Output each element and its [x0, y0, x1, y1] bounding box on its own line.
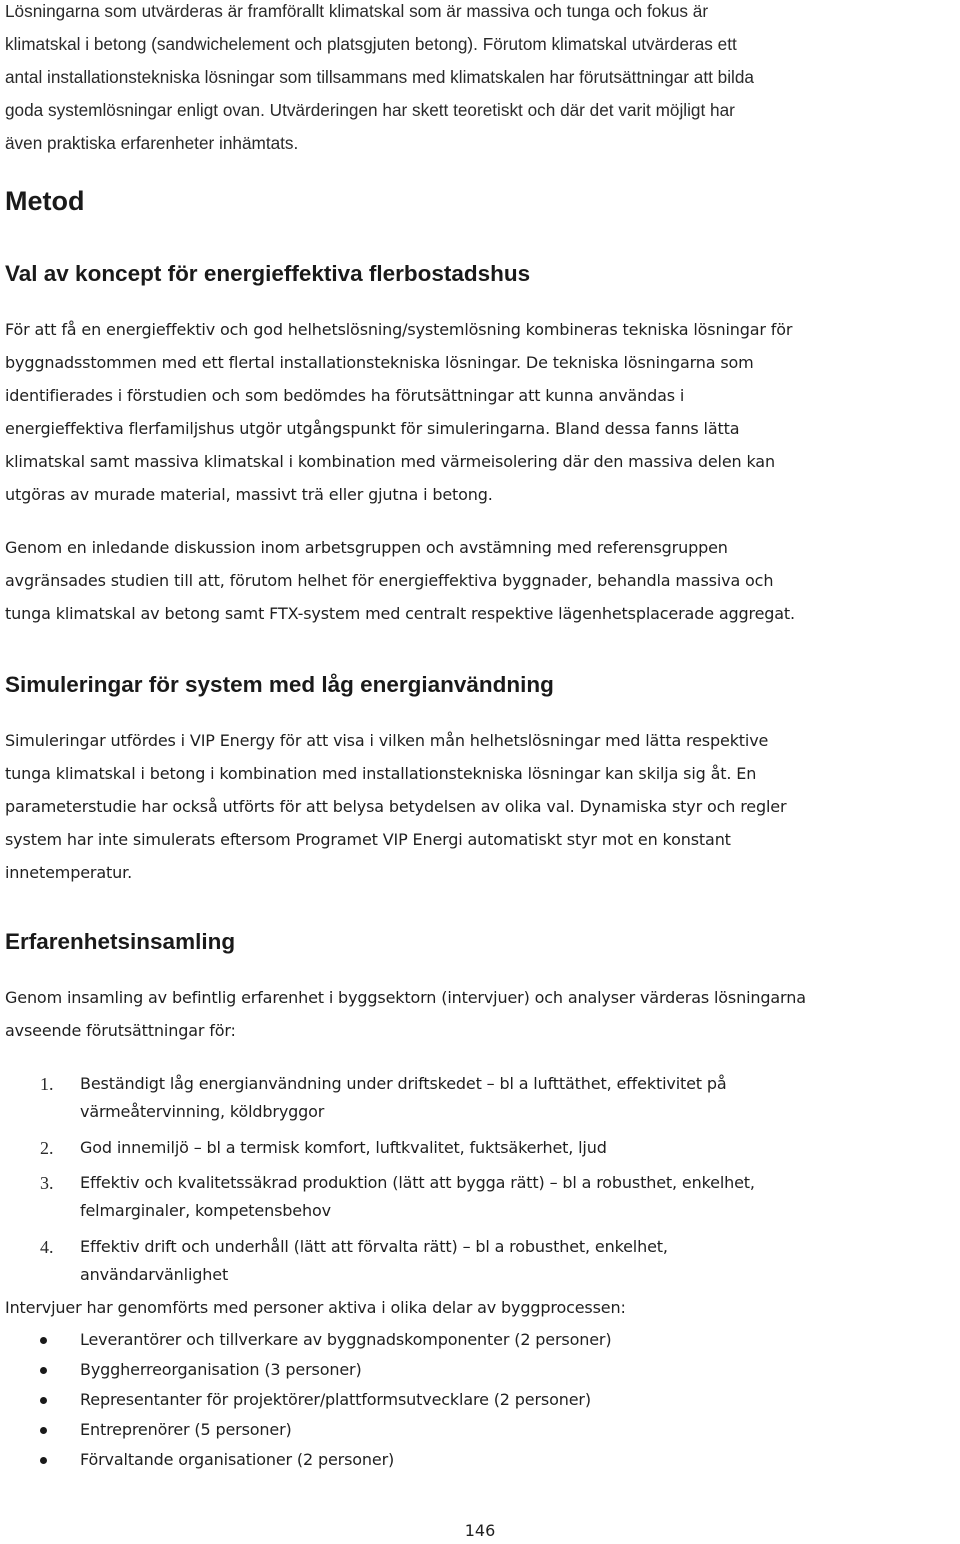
paragraph-line: Genom en inledande diskussion inom arbetsgruppen och avstämning med referensgruppen [5, 538, 728, 557]
intro-paragraph [5, 0, 754, 160]
list-item-number: 1. [40, 1074, 54, 1094]
bullet-item [0, 1415, 960, 1445]
bullet-text: Leverantörer och tillverkare av byggnadskomponenter (2 personer) [80, 1330, 612, 1349]
heading-simuleringar: Simuleringar för system med låg energianvändning [5, 672, 554, 697]
paragraph-line: avgränsades studien till att, förutom helhet för energieffektiva byggnader, behandla massiva och [5, 571, 774, 590]
list-item-line: God innemiljö – bl a termisk komfort, luftkvalitet, fuktsäkerhet, ljud [80, 1138, 607, 1157]
bullet-icon [40, 1397, 47, 1404]
page-number: 146 [464, 1521, 496, 1540]
list-item-line: Effektiv drift och underhåll (lätt att förvalta rätt) – bl a robusthet, enkelhet, [80, 1237, 668, 1256]
paragraph-line: tunga klimatskal av betong samt FTX-system med centralt respektive lägenhetsplacerade aggregat. [5, 604, 795, 623]
paragraph-line: tunga klimatskal i betong i kombination med installationstekniska lösningar kan skilja sig åt. En [5, 764, 757, 783]
list-item-text [80, 1134, 607, 1162]
intro-line: även praktiska erfarenheter inhämtats. [5, 133, 299, 153]
bullet-text: Representanter för projektörer/plattformsutvecklare (2 personer) [80, 1390, 591, 1409]
paragraph-line: utgöras av murade material, massivt trä eller gjutna i betong. [5, 485, 493, 504]
paragraph-line: byggnadsstommen med ett flertal installationstekniska lösningar. De tekniska lösningarna som [5, 353, 754, 372]
intro-line: Lösningarna som utvärderas är framförallt klimatskal som är massiva och tunga och fokus är [5, 1, 709, 21]
bullet-item [0, 1355, 960, 1385]
bullet-icon [40, 1427, 47, 1434]
list-item-text [80, 1070, 727, 1126]
interviews-intro: Intervjuer har genomförts med personer aktiva i olika delar av byggprocessen: [5, 1298, 626, 1317]
paragraph-line: energieffektiva flerfamiljshus utgör utgångspunkt för simuleringarna. Bland dessa fanns lätta [5, 419, 740, 438]
list-item-line: värmeåtervinning, köldbryggor [80, 1102, 325, 1121]
list-item-line: felmarginaler, kompetensbehov [80, 1201, 331, 1220]
bullet-text: Entreprenörer (5 personer) [80, 1420, 292, 1439]
list-item-line: Effektiv och kvalitetssäkrad produktion (lätt att bygga rätt) – bl a robusthet, enkelhet, [80, 1173, 755, 1192]
list-item-text [80, 1169, 755, 1225]
heading-metod: Metod [5, 186, 85, 216]
bullet-text: Byggherreorganisation (3 personer) [80, 1360, 362, 1379]
bullet-icon [40, 1367, 47, 1374]
heading-val-av-koncept: Val av koncept för energieffektiva flerbostadshus [5, 261, 531, 286]
paragraph-line: klimatskal samt massiva klimatskal i kombination med värmeisolering där den massiva delen kan [5, 452, 775, 471]
bullet-item [0, 1445, 960, 1475]
paragraph-erfarenhet-intro [5, 981, 806, 1047]
list-item-line: Beständigt låg energianvändning under driftskedet – bl a lufttäthet, effektivitet på [80, 1074, 727, 1093]
bullet-icon [40, 1337, 47, 1344]
paragraph-line: innetemperatur. [5, 863, 133, 882]
list-item-line: användarvänlighet [80, 1265, 229, 1284]
paragraph-line: identifierades i förstudien och som bedömdes ha förutsättningar att kunna användas i [5, 386, 685, 405]
paragraph-line: parameterstudie har också utförts för att belysa betydelsen av olika val. Dynamiska styr och regler [5, 797, 787, 816]
paragraph-line: avseende förutsättningar för: [5, 1021, 236, 1040]
bullet-text: Förvaltande organisationer (2 personer) [80, 1450, 395, 1469]
paragraph-val-av-koncept-1 [5, 313, 792, 511]
bullet-item [0, 1385, 960, 1415]
list-item-number: 4. [40, 1237, 54, 1257]
paragraph-val-av-koncept-2 [5, 531, 795, 630]
bullet-icon [40, 1457, 47, 1464]
paragraph-line: För att få en energieffektiv och god helhetslösning/systemlösning kombineras tekniska lösningar för [5, 320, 793, 339]
bullet-item [0, 1325, 960, 1355]
intro-line: goda systemlösningar enligt ovan. Utvärderingen har skett teoretiskt och där det varit möjligt har [5, 100, 735, 120]
heading-erfarenhetsinsamling: Erfarenhetsinsamling [5, 929, 236, 954]
paragraph-line: Simuleringar utfördes i VIP Energy för att visa i vilken mån helhetslösningar med lätta respektive [5, 731, 769, 750]
paragraph-simuleringar [5, 724, 786, 889]
intro-line: klimatskal i betong (sandwichelement och platsgjuten betong). Förutom klimatskal utvärderas ett [5, 34, 737, 54]
list-item-number: 3. [40, 1173, 54, 1193]
paragraph-line: Genom insamling av befintlig erfarenhet i byggsektorn (intervjuer) och analyser värderas lösningarna [5, 988, 806, 1007]
list-item-number: 2. [40, 1138, 54, 1158]
intro-line: antal installationstekniska lösningar som tillsammans med klimatskalen har förutsättningar att bilda [5, 67, 754, 87]
list-item-text [80, 1233, 668, 1289]
paragraph-line: system har inte simulerats eftersom Programet VIP Energi automatiskt styr mot en konstant [5, 830, 731, 849]
